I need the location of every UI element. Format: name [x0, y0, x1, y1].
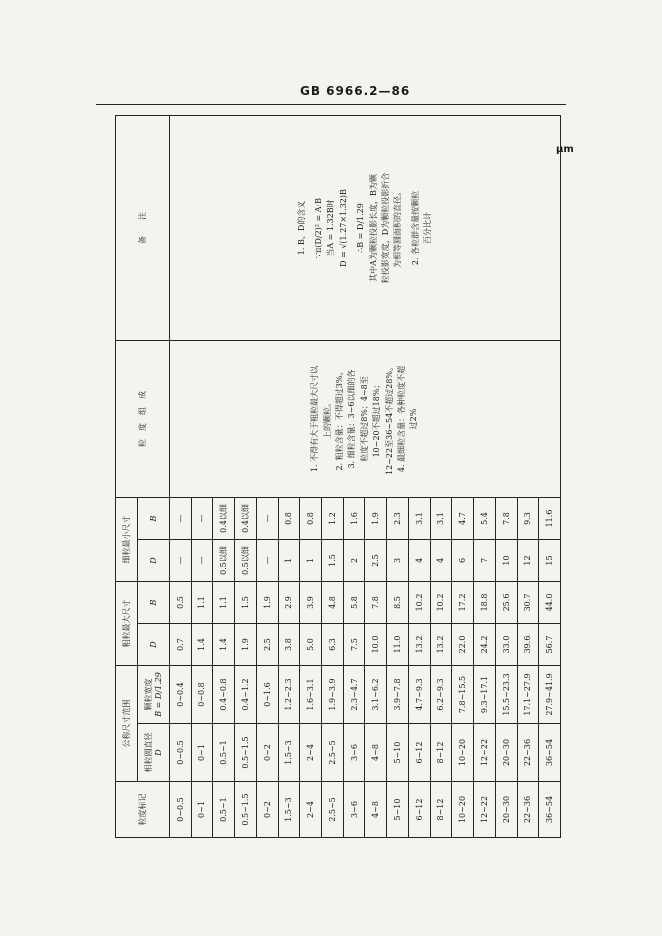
- cell-grade: 36~54: [539, 782, 561, 838]
- cell-fine-d: 15: [539, 540, 561, 582]
- cell-coarse-b: 1.5: [235, 582, 257, 624]
- cell-nominal-d: 10~20: [452, 724, 474, 782]
- cell-coarse-b: 25.6: [495, 582, 517, 624]
- remarks-line: 粒投影宽度，D为颗粒投影折合: [380, 172, 390, 284]
- composition-line: 10~20不超过18%；: [372, 380, 382, 458]
- header-nominal-d: [138, 724, 170, 782]
- cell-fine-d: —: [256, 540, 278, 582]
- cell-coarse-d: 24.2: [474, 624, 496, 666]
- header-nominal-d-symbol: D: [153, 749, 163, 756]
- cell-fine-d: 2: [343, 540, 365, 582]
- cell-nominal-b: 1.9~3.9: [322, 666, 344, 724]
- cell-nominal-b: 17.1~27.9: [517, 666, 539, 724]
- cell-fine-b: 11.6: [539, 498, 561, 540]
- cell-fine-d: —: [191, 540, 213, 582]
- cell-coarse-b: 8.5: [387, 582, 409, 624]
- cell-fine-d: 1: [278, 540, 300, 582]
- remarks-line: 百分比计: [423, 212, 433, 244]
- cell-nominal-d: 36~54: [539, 724, 561, 782]
- cell-grade: 6~12: [408, 782, 430, 838]
- cell-nominal-b: 9.3~17.1: [474, 666, 496, 724]
- cell-coarse-b: 0.5: [170, 582, 192, 624]
- cell-fine-b: 5.4: [474, 498, 496, 540]
- cell-nominal-b: 7.8~15.5: [452, 666, 474, 724]
- cell-nominal-d: 12~22: [474, 724, 496, 782]
- table-row: [170, 116, 192, 838]
- cell-fine-d: 0.5以细: [235, 540, 257, 582]
- cell-coarse-b: 44.0: [539, 582, 561, 624]
- cell-nominal-d: 2.5~5: [322, 724, 344, 782]
- cell-fine-b: 4.7: [452, 498, 474, 540]
- cell-grade: 0~0.5: [170, 782, 192, 838]
- header-coarse-b: B: [138, 582, 170, 624]
- cell-nominal-d: 0~2: [256, 724, 278, 782]
- cell-nominal-d: 0~0.5: [170, 724, 192, 782]
- composition-line: 粒度不超过8%；4~8至: [359, 376, 369, 462]
- remarks-line: 为相等圆面积的直径。: [393, 188, 403, 268]
- cell-grade: 22~36: [517, 782, 539, 838]
- cell-fine-b: 3.1: [408, 498, 430, 540]
- composition-line: 12~22至36~54不超过28%。: [384, 363, 394, 475]
- cell-nominal-d: 1.5~3: [278, 724, 300, 782]
- composition-line: 过2%: [409, 408, 419, 430]
- cell-coarse-b: 30.7: [517, 582, 539, 624]
- header-nominal-b-formula: B = D/1.29: [153, 672, 163, 717]
- cell-coarse-b: 7.8: [365, 582, 387, 624]
- cell-fine-b: 1.2: [322, 498, 344, 540]
- cell-fine-d: 1.5: [322, 540, 344, 582]
- header-fine-b: B: [138, 498, 170, 540]
- cell-fine-d: 12: [517, 540, 539, 582]
- cell-coarse-d: 13.2: [430, 624, 452, 666]
- header-composition: 粒 度 组 成: [116, 341, 170, 498]
- cell-fine-d: 2.5: [365, 540, 387, 582]
- cell-nominal-b: 3.1~6.2: [365, 666, 387, 724]
- cell-coarse-d: 7.5: [343, 624, 365, 666]
- cell-coarse-b: 1.1: [213, 582, 235, 624]
- standard-code-header: GB 6966.2—86: [300, 84, 411, 98]
- cell-coarse-d: 1.9: [235, 624, 257, 666]
- composition-line: 4. 最细粒含量：各种粒度不超: [396, 365, 406, 473]
- cell-grade: 2~4: [300, 782, 322, 838]
- header-coarse-max: 粗粒最大尺寸: [116, 582, 138, 666]
- cell-fine-d: 7: [474, 540, 496, 582]
- cell-coarse-b: 5.8: [343, 582, 365, 624]
- cell-coarse-b: 2.9: [278, 582, 300, 624]
- cell-grade: 10~20: [452, 782, 474, 838]
- cell-coarse-d: 1.4: [213, 624, 235, 666]
- cell-coarse-b: 4.8: [322, 582, 344, 624]
- grain-size-table: [115, 115, 561, 838]
- remarks-line: ∵π(D/2)² = A·B: [313, 198, 323, 258]
- table-body: [170, 116, 561, 838]
- cell-grade: 0.5~1: [213, 782, 235, 838]
- cell-fine-d: 1: [300, 540, 322, 582]
- cell-grade: 8~12: [430, 782, 452, 838]
- cell-nominal-b: 4.7~9.3: [408, 666, 430, 724]
- header-grade: 粒度标记: [116, 782, 170, 838]
- cell-coarse-b: 1.1: [191, 582, 213, 624]
- cell-coarse-d: 11.0: [387, 624, 409, 666]
- header-rule: [96, 104, 566, 105]
- cell-coarse-b: 3.9: [300, 582, 322, 624]
- cell-fine-b: 7.8: [495, 498, 517, 540]
- cell-coarse-b: 10.2: [408, 582, 430, 624]
- header-fine-d: D: [138, 540, 170, 582]
- remarks-line: 当A = 1.32B时: [326, 199, 336, 257]
- cell-fine-d: —: [170, 540, 192, 582]
- cell-coarse-d: 22.0: [452, 624, 474, 666]
- cell-nominal-b: 0~0.4: [170, 666, 192, 724]
- cell-nominal-b: 1.2~2.3: [278, 666, 300, 724]
- header-remarks: 备 注: [116, 116, 170, 341]
- cell-nominal-d: 22~36: [517, 724, 539, 782]
- cell-grade: 4~8: [365, 782, 387, 838]
- cell-nominal-b: 3.9~7.8: [387, 666, 409, 724]
- remarks-line: 1. B、D的含义: [296, 200, 306, 256]
- cell-coarse-d: 0.7: [170, 624, 192, 666]
- cell-fine-d: 3: [387, 540, 409, 582]
- cell-fine-d: 10: [495, 540, 517, 582]
- cell-coarse-d: 13.2: [408, 624, 430, 666]
- cell-nominal-d: 3~6: [343, 724, 365, 782]
- cell-nominal-b: 0.4~0.8: [213, 666, 235, 724]
- header-nominal-b: [138, 666, 170, 724]
- cell-nominal-b: 1.6~3.1: [300, 666, 322, 724]
- cell-nominal-b: 2.3~4.7: [343, 666, 365, 724]
- cell-fine-d: 4: [430, 540, 452, 582]
- cell-fine-b: 0.8: [278, 498, 300, 540]
- cell-fine-b: 0.8: [300, 498, 322, 540]
- cell-coarse-d: 10.0: [365, 624, 387, 666]
- cell-fine-b: 0.4以细: [213, 498, 235, 540]
- cell-nominal-b: 15.5~23.3: [495, 666, 517, 724]
- cell-coarse-b: 10.2: [430, 582, 452, 624]
- cell-nominal-b: 0~1.6: [256, 666, 278, 724]
- remarks-notes: [170, 116, 561, 341]
- cell-nominal-d: 4~8: [365, 724, 387, 782]
- cell-nominal-d: 0.5~1: [213, 724, 235, 782]
- cell-grade: 20~30: [495, 782, 517, 838]
- cell-nominal-d: 2~4: [300, 724, 322, 782]
- cell-coarse-d: 56.7: [539, 624, 561, 666]
- cell-grade: 3~6: [343, 782, 365, 838]
- cell-grade: 0.5~1.5: [235, 782, 257, 838]
- remarks-line: 其中A为颗粒投影长度，B为颗: [368, 174, 378, 282]
- cell-fine-b: —: [191, 498, 213, 540]
- cell-grade: 5~10: [387, 782, 409, 838]
- composition-line: 上的颗粒。: [322, 399, 332, 439]
- cell-grade: 0~2: [256, 782, 278, 838]
- cell-fine-b: 3.1: [430, 498, 452, 540]
- cell-coarse-d: 2.5: [256, 624, 278, 666]
- header-nominal-d-label: 相粒圆直径: [144, 732, 154, 773]
- cell-coarse-d: 3.8: [278, 624, 300, 666]
- cell-nominal-b: 6.2~9.3: [430, 666, 452, 724]
- cell-nominal-d: 20~30: [495, 724, 517, 782]
- cell-fine-b: —: [256, 498, 278, 540]
- header-nominal-range: 公称尺寸范围: [116, 666, 138, 782]
- cell-fine-b: 2.3: [387, 498, 409, 540]
- header-fine-min: 细粒最小尺寸: [116, 498, 138, 582]
- composition-line: 3. 细粒含量：3~6以细的各: [347, 369, 357, 469]
- cell-nominal-b: 0.4~1.2: [235, 666, 257, 724]
- composition-line: 2. 粗粒含量：不得超过3%。: [335, 367, 345, 471]
- cell-grade: 12~22: [474, 782, 496, 838]
- cell-fine-b: 1.9: [365, 498, 387, 540]
- cell-nominal-d: 5~10: [387, 724, 409, 782]
- cell-grade: 2.5~5: [322, 782, 344, 838]
- composition-notes: [170, 341, 561, 498]
- cell-nominal-d: 0~1: [191, 724, 213, 782]
- remarks-line: D = √(1.27×1.32)B: [338, 189, 348, 267]
- cell-coarse-d: 6.3: [322, 624, 344, 666]
- cell-nominal-b: 27.9~41.9: [539, 666, 561, 724]
- cell-fine-d: 6: [452, 540, 474, 582]
- cell-nominal-d: 8~12: [430, 724, 452, 782]
- cell-fine-b: 0.4以细: [235, 498, 257, 540]
- cell-grade: 1.5~3: [278, 782, 300, 838]
- cell-coarse-d: 39.6: [517, 624, 539, 666]
- cell-fine-b: 1.6: [343, 498, 365, 540]
- cell-fine-d: 0.5以细: [213, 540, 235, 582]
- cell-coarse-d: 33.0: [495, 624, 517, 666]
- remarks-line: 2. 各粒群含量按颗粒: [410, 190, 420, 266]
- cell-nominal-d: 0.5~1.5: [235, 724, 257, 782]
- composition-line: 1. 不得有大于粗粒最大尺寸以: [310, 365, 320, 473]
- cell-coarse-b: 1.9: [256, 582, 278, 624]
- rotated-table-wrapper: [115, 116, 561, 838]
- cell-coarse-d: 5.0: [300, 624, 322, 666]
- cell-nominal-d: 6~12: [408, 724, 430, 782]
- cell-fine-d: 4: [408, 540, 430, 582]
- cell-grade: 0~1: [191, 782, 213, 838]
- cell-fine-b: 9.3: [517, 498, 539, 540]
- cell-coarse-b: 18.8: [474, 582, 496, 624]
- cell-nominal-b: 0~0.8: [191, 666, 213, 724]
- cell-fine-b: —: [170, 498, 192, 540]
- header-coarse-d: D: [138, 624, 170, 666]
- cell-coarse-d: 1.4: [191, 624, 213, 666]
- cell-coarse-b: 17.2: [452, 582, 474, 624]
- remarks-line: ∴B = D/1.29: [356, 203, 366, 253]
- header-nominal-b-label: 颗粒宽度: [144, 678, 154, 711]
- unit-label: μm: [556, 144, 574, 155]
